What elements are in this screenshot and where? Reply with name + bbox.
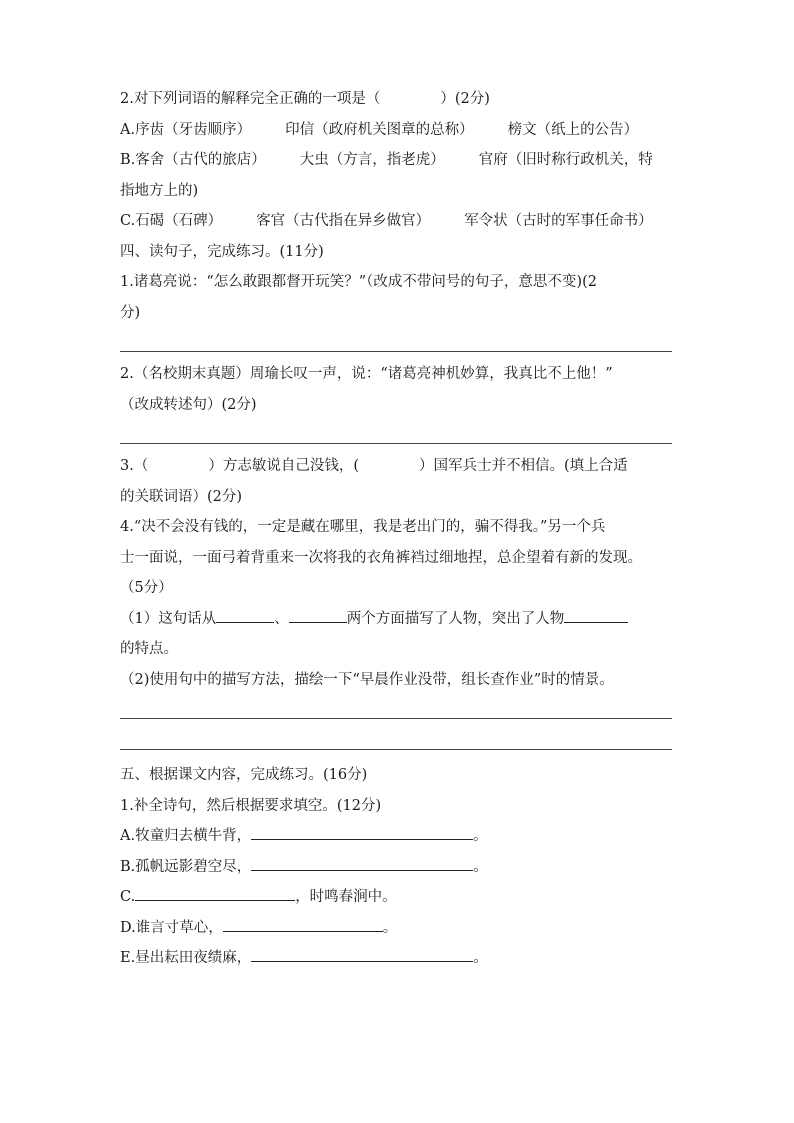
s4-q4-line1: 4.“决不会没有钱的，一定是藏在哪里，我是老出门的，骗不得我。”另一个兵 [120,519,606,535]
answer-line[interactable] [120,695,672,726]
s4-q2-line1: 2.（名校期末真题）周瑜长叹一声，说：“诸葛亮神机妙算，我真比不上他！” [120,366,613,382]
poem-c-prefix: C. [120,889,136,905]
answer-line[interactable] [120,726,672,757]
section5-heading: 五、根据课文内容，完成练习。(16分) [120,767,368,783]
s5-a [120,821,672,852]
poem-b-text: B.孤帆远影碧空尽， [120,858,252,875]
s4-q1-line2: 分) [120,304,141,321]
s4-q4-sub2: （2)使用句中的描写方法，描绘一下“早晨作业没带，组长查作业”时的情景。 [120,671,614,688]
period: 。 [473,858,488,875]
s4-q3-line2: 的关联词语）(2分) [120,488,243,505]
q4-sub1-text-b: 两个方面描写了人物，突出了人物 [346,610,565,627]
answer-blank[interactable] [564,608,628,623]
q3-part-b: ）方志敏说自己没钱，( [208,458,359,474]
s4-q3-line1 [120,451,672,482]
answer-blank[interactable] [251,947,473,962]
s4-q2-line2: （改成转述句）(2分) [120,396,257,413]
option-a-item-1: A.序齿（牙齿顺序） [120,121,252,138]
option-a-item-2: 印信（政府机关图章的总称） [285,121,474,138]
period: 。 [382,919,398,936]
s4-q4-sub1 [120,604,672,635]
answer-line[interactable] [120,420,672,451]
option-c-item-1: C.石碣（石碑） [120,213,223,229]
option-b-item-2: 大虫（方言，指老虎） [299,152,445,168]
q4-sub1-text-a: （1）这句话从 [120,610,217,627]
q2-option-b [120,145,672,176]
answer-blank[interactable] [223,917,383,932]
s5-d [120,913,672,944]
period: 。 [473,828,488,844]
poem-a-text: A.牧童归去横牛背， [120,828,252,844]
option-a-item-3: 榜文（纸上的公告） [507,121,639,138]
s5-c [120,882,672,913]
poem-e-text: E.昼出耘田夜绩麻， [120,950,252,966]
s4-q4-line3: （5分） [120,580,173,596]
s5-e [120,943,672,974]
option-b-item-3: 官府（旧时称行政机关，特 [478,152,653,168]
answer-line[interactable] [120,328,672,359]
q2-title [120,84,672,115]
option-b-item-1: B.客舍（古代的旅店） [120,152,266,168]
q4-sub1-sep: 、 [274,610,289,627]
s4-q1-line1: 1.诸葛亮说：“怎么敢跟都督开玩笑？”（改成不带问号的句子，意思不变)(2 [120,274,597,290]
answer-blank[interactable] [135,886,295,901]
s5-q1: 1.补全诗句，然后根据要求填空。(12分) [120,797,382,814]
answer-blank[interactable] [216,608,274,623]
poem-d-text: D.谁言寸草心， [120,919,223,936]
s4-q4-line2: 士一面说，一面弓着背重来一次将我的衣角裤裆过细地捏，总企望着有新的发现。 [120,549,642,566]
q2-score: ）(2分) [440,91,490,107]
poem-c-text: ，时鸣春涧中。 [295,889,397,905]
q2-option-b-cont: 指地方上的) [120,182,199,199]
answer-blank[interactable] [289,608,347,623]
q3-part-c: ）国军兵士并不相信。(填上合适 [419,458,628,474]
answer-blank[interactable] [251,825,473,840]
s4-q4-sub1-line2: 的特点。 [120,641,178,657]
option-c-item-2: 客官（古代指在异乡做官） [256,213,431,229]
s5-b [120,852,672,883]
section4-heading: 四、读句子，完成练习。(11分) [120,243,324,260]
answer-blank[interactable] [251,856,473,871]
q3-part-a: 3.（ [120,458,149,474]
option-c-item-3: 军令状（古时的军事任命书） [464,213,653,229]
q2-option-a [120,115,672,146]
worksheet-page [120,84,672,974]
q2-title-text: 2.对下列词语的解释完全正确的一项是（ [120,91,381,107]
period: 。 [473,950,488,966]
q2-option-c [120,206,672,237]
